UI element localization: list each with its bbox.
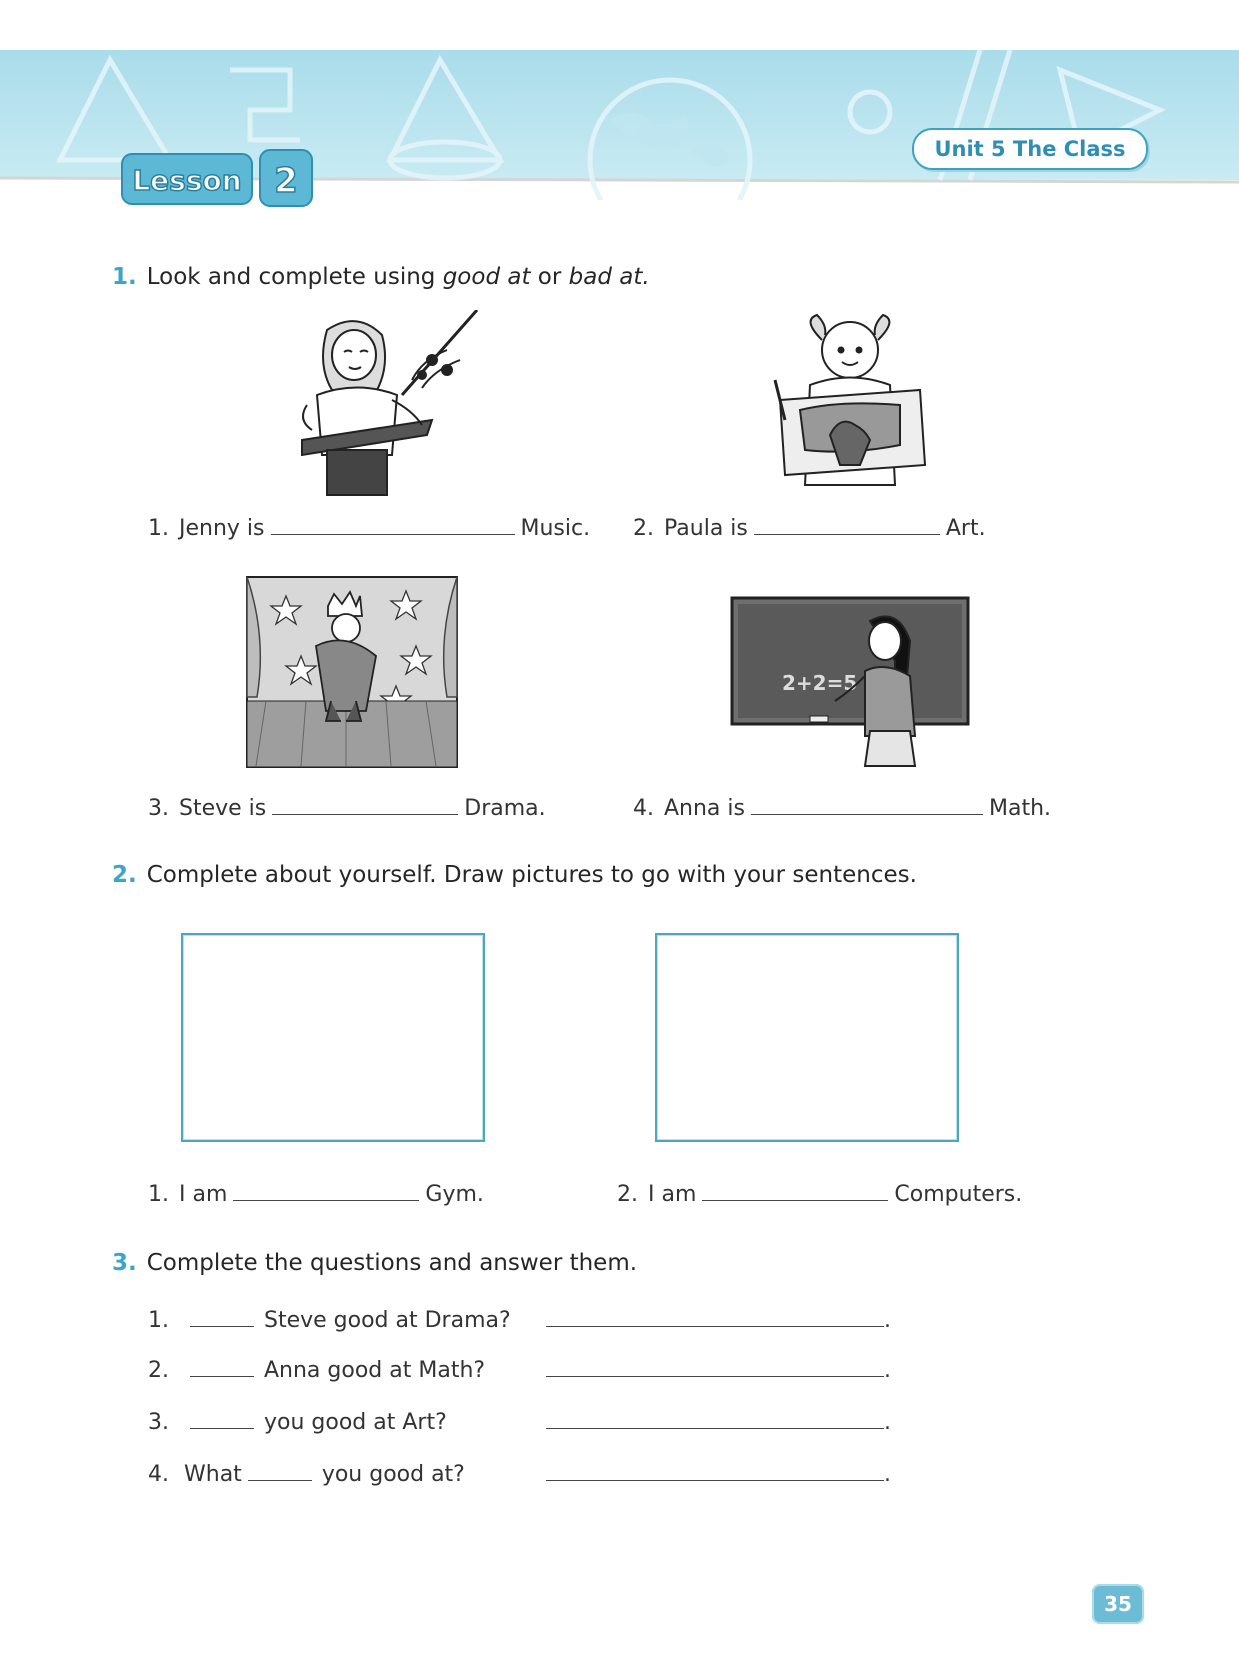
exercise1-instruction (112, 264, 650, 290)
item-text: I am (648, 1182, 697, 1207)
exercise3-instruction (112, 1250, 637, 1276)
painting-girl-illustration (770, 310, 930, 500)
exercise3-text: Complete the questions and answer them. (146, 1250, 638, 1276)
question-text: you good at? (321, 1462, 465, 1487)
item-number: 1. (148, 1182, 169, 1207)
answer-blank[interactable] (272, 790, 458, 815)
item-end: Drama. (464, 796, 546, 821)
item-end: Art. (945, 516, 986, 541)
item-number: 1. (148, 1308, 169, 1333)
exercise3-number: 3. (112, 1250, 137, 1276)
item-text: Anna is (664, 796, 745, 821)
item-text: I am (179, 1182, 228, 1207)
ex1-item-2 (633, 510, 986, 541)
ex2-item-1 (148, 1176, 484, 1207)
ex3-answer-4 (546, 1456, 891, 1487)
item-text: Steve is (179, 796, 267, 821)
item-end: Math. (989, 796, 1052, 821)
item-number: 2. (633, 516, 654, 541)
answer-period: . (884, 1410, 891, 1435)
ex3-item-2 (148, 1352, 485, 1383)
item-text: Paula is (664, 516, 748, 541)
question-blank[interactable] (190, 1404, 254, 1429)
stage-boy-illustration (246, 576, 458, 768)
item-number: 4. (148, 1462, 169, 1487)
ex3-item-4 (148, 1456, 465, 1487)
ex1-item-4 (633, 790, 1051, 821)
question-blank[interactable] (190, 1302, 254, 1327)
drawing-box-1[interactable] (181, 933, 485, 1142)
ex3-answer-1 (546, 1302, 891, 1333)
ex1-item-1 (148, 510, 590, 541)
ex3-answer-3 (546, 1404, 891, 1435)
exercise1-number: 1. (112, 264, 137, 290)
answer-blank[interactable] (271, 510, 515, 535)
item-end: Computers. (894, 1182, 1023, 1207)
question-prefix: What (184, 1462, 242, 1487)
blackboard-girl-illustration (730, 596, 970, 768)
answer-line[interactable] (546, 1302, 884, 1327)
item-number: 3. (148, 796, 169, 821)
answer-line[interactable] (546, 1352, 884, 1377)
ex2-item-2 (617, 1176, 1022, 1207)
item-end: Gym. (425, 1182, 484, 1207)
question-text: Steve good at Drama? (264, 1308, 511, 1333)
item-number: 1. (148, 516, 169, 541)
question-blank[interactable] (248, 1456, 312, 1481)
answer-period: . (884, 1462, 891, 1487)
answer-line[interactable] (546, 1404, 884, 1429)
item-text: Jenny is (179, 516, 265, 541)
exercise2-instruction (112, 862, 917, 888)
exercise2-number: 2. (112, 862, 137, 888)
question-blank[interactable] (190, 1352, 254, 1377)
answer-line[interactable] (546, 1456, 884, 1481)
phrase-bad-at: bad at. (568, 264, 650, 290)
ex1-item-3 (148, 790, 546, 821)
ex3-item-1 (148, 1302, 511, 1333)
ex3-answer-2 (546, 1352, 891, 1383)
unit-title: Unit 5 The Class (912, 128, 1148, 170)
question-text: Anna good at Math? (264, 1358, 486, 1383)
exercise1-text: Look and complete using (146, 264, 436, 290)
lesson-badge (118, 148, 323, 210)
page-number: 35 (1092, 1584, 1144, 1624)
item-number: 2. (148, 1358, 169, 1383)
item-end: Music. (520, 516, 591, 541)
exercise2-text: Complete about yourself. Draw pictures to go with your sentences. (146, 862, 917, 888)
answer-period: . (884, 1358, 891, 1383)
drawing-box-2[interactable] (655, 933, 959, 1142)
question-text: you good at Art? (264, 1410, 447, 1435)
lesson-number: 2 (274, 161, 298, 201)
connector-or: or (537, 264, 562, 290)
answer-blank[interactable] (702, 1176, 888, 1201)
answer-period: . (884, 1308, 891, 1333)
answer-blank[interactable] (754, 510, 940, 535)
item-number: 4. (633, 796, 654, 821)
ex3-item-3 (148, 1404, 447, 1435)
lesson-word: Lesson (132, 164, 242, 197)
item-number: 2. (617, 1182, 638, 1207)
board-equation: 2+2=5 (782, 671, 858, 695)
violin-girl-illustration (282, 310, 482, 500)
phrase-good-at: good at (442, 264, 531, 290)
answer-blank[interactable] (751, 790, 983, 815)
item-number: 3. (148, 1410, 169, 1435)
answer-blank[interactable] (233, 1176, 419, 1201)
